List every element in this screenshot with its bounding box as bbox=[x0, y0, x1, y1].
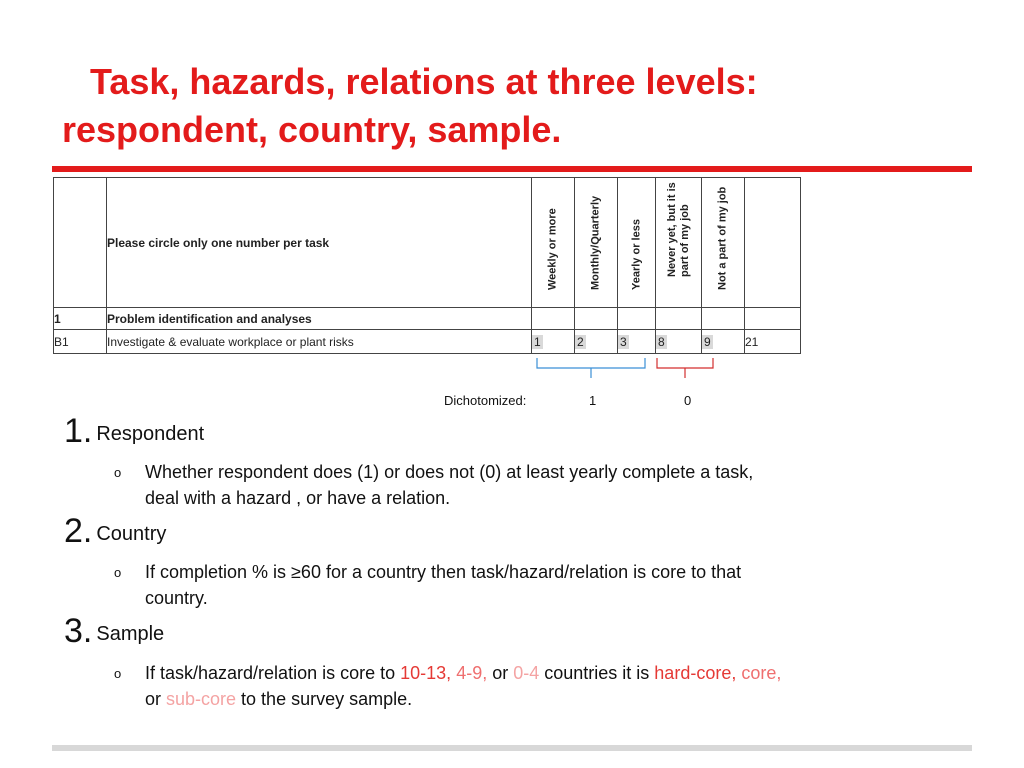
description-line: Whether respondent does (1) or does not (0) at least yearly complete a task, bbox=[145, 462, 754, 482]
table-header-row bbox=[54, 178, 801, 308]
level-label: Sample bbox=[96, 623, 165, 645]
answer-code-weekly: 1 bbox=[532, 330, 575, 354]
answer-code-not-part: 9 bbox=[702, 330, 745, 354]
row-label: Problem identification and analyses bbox=[107, 308, 532, 330]
table-cell bbox=[575, 308, 618, 330]
title-line-1: Task, hazards, relations at three levels: bbox=[90, 61, 758, 102]
table-row bbox=[54, 330, 801, 354]
title-divider bbox=[52, 166, 972, 172]
description-line: country. bbox=[145, 588, 208, 608]
range-hard-core: 10-13, bbox=[400, 663, 452, 683]
row-id: 1 bbox=[54, 308, 107, 330]
bracket-group-zero bbox=[657, 358, 713, 378]
description-line: If task/hazard/relation is core to 10-13, 4-9, or 0-4 countries it is hard-core, core, bbox=[145, 663, 782, 683]
description-line: If completion % is ≥60 for a country then task/hazard/relation is core to that bbox=[145, 562, 742, 582]
column-header-yearly: Yearly or less bbox=[618, 178, 656, 308]
table-cell bbox=[745, 308, 801, 330]
table-instruction: Please circle only one number per task bbox=[107, 178, 532, 308]
column-header-never-yet: Never yet, but it is part of my job bbox=[656, 178, 702, 308]
dichotomized-label: Dichotomized: bbox=[444, 393, 527, 408]
table-cell bbox=[532, 308, 575, 330]
bullet-marker: o bbox=[114, 666, 122, 681]
level-number: 3. bbox=[64, 612, 93, 650]
answer-code-monthly: 2 bbox=[575, 330, 618, 354]
survey-table-excerpt bbox=[53, 177, 801, 354]
row-count: 21 bbox=[745, 330, 801, 354]
table-row bbox=[54, 308, 801, 330]
column-header-weekly: Weekly or more bbox=[532, 178, 575, 308]
level-number: 2. bbox=[64, 512, 93, 550]
slide-title bbox=[62, 58, 962, 154]
table-header-cell bbox=[54, 178, 107, 308]
level-number: 1. bbox=[64, 412, 93, 450]
description-line: or sub-core to the survey sample. bbox=[145, 689, 413, 709]
dichotomized-value-zero: 0 bbox=[684, 393, 692, 408]
range-core: 4-9, bbox=[456, 663, 488, 683]
dichotomized-value-one: 1 bbox=[589, 393, 597, 408]
level-label: Country bbox=[96, 523, 167, 545]
column-header-monthly: Monthly/Quarterly bbox=[575, 178, 618, 308]
level-country bbox=[64, 513, 166, 552]
footer-divider bbox=[52, 745, 972, 751]
bullet-marker: o bbox=[114, 565, 122, 580]
level-sample-description bbox=[145, 660, 965, 712]
table-cell bbox=[656, 308, 702, 330]
dichotomy-brackets bbox=[530, 356, 720, 386]
row-label: Investigate & evaluate workplace or plant risks bbox=[107, 330, 532, 354]
column-header-not-part: Not a part of my job bbox=[702, 178, 745, 308]
level-label: Respondent bbox=[96, 423, 205, 445]
description-line: deal with a hazard , or have a relation. bbox=[145, 488, 451, 508]
row-id: B1 bbox=[54, 330, 107, 354]
answer-code-never-yet: 8 bbox=[656, 330, 702, 354]
answer-code-yearly: 3 bbox=[618, 330, 656, 354]
bullet-marker: o bbox=[114, 465, 122, 480]
table-cell bbox=[702, 308, 745, 330]
term-sub-core: sub-core bbox=[166, 689, 237, 709]
range-sub-core: 0-4 bbox=[513, 663, 540, 683]
term-hard-core: hard-core, bbox=[654, 663, 737, 683]
bracket-group-one bbox=[537, 358, 645, 378]
level-country-description bbox=[145, 559, 965, 611]
table-header-cell bbox=[745, 178, 801, 308]
table-cell bbox=[618, 308, 656, 330]
title-line-2: respondent, country, sample. bbox=[62, 109, 562, 150]
level-respondent bbox=[64, 413, 204, 452]
level-sample bbox=[64, 613, 164, 652]
term-core: core, bbox=[741, 663, 782, 683]
level-respondent-description bbox=[145, 459, 965, 511]
